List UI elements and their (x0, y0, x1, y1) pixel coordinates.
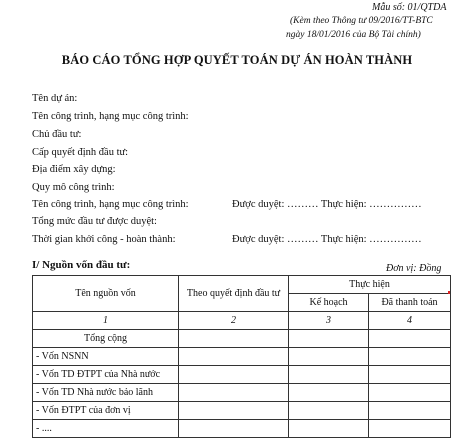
report-title: BÁO CÁO TỔNG HỢP QUYẾT TOÁN DỰ ÁN HOÀN THÀNH (61, 53, 413, 67)
field-decision-level: Cấp quyết định đầu tư: (32, 147, 129, 158)
investment-sources-table (32, 275, 451, 438)
approved-actual-line: Được duyệt: ……… Thực hiện: …………… (232, 199, 422, 210)
row-label: - Vốn ĐTPT của đơn vị (33, 402, 179, 420)
header-plan: Kế hoạch (289, 294, 369, 312)
header-actual: Thực hiện (289, 276, 451, 294)
table-row (33, 402, 451, 420)
field-scale: Quy mô công trình: (32, 182, 115, 193)
section-heading: I/ Nguồn vốn đầu tư: (32, 259, 131, 271)
header-decision: Theo quyết định đầu tư (179, 276, 289, 312)
approved-actual-line-2: Được duyệt: ……… Thực hiện: …………… (232, 234, 422, 245)
table-row (33, 330, 451, 348)
column-number: 2 (179, 312, 289, 330)
row-label: - Vốn NSNN (33, 348, 179, 366)
column-number: 4 (369, 312, 451, 330)
circular-date: ngày 18/01/2016 của Bộ Tài chính) (286, 30, 421, 40)
row-label: - .... (33, 420, 179, 438)
table-row (33, 420, 451, 438)
field-project-name: Tên dự án: (32, 93, 78, 104)
table-row (33, 366, 451, 384)
circular-reference: (Kèm theo Thông tư 09/2016/TT-BTC (290, 16, 433, 26)
form-number: Mẫu số: 01/QTDA (372, 2, 447, 13)
field-total-investment: Tổng mức đầu tư được duyệt: (32, 216, 157, 227)
row-label: - Vốn TD ĐTPT của Nhà nước (33, 366, 179, 384)
field-work-item-2: Tên công trình, hạng mục công trình: (32, 199, 189, 210)
field-location: Địa điểm xây dựng: (32, 164, 116, 175)
column-number-row (33, 312, 451, 330)
row-label: - Vốn TD Nhà nước bảo lãnh (33, 384, 179, 402)
table-row (33, 348, 451, 366)
column-number: 1 (33, 312, 179, 330)
table-header-row (33, 276, 451, 294)
table-row (33, 384, 451, 402)
row-label-total: Tổng cộng (33, 330, 179, 348)
field-work-item: Tên công trình, hạng mục công trình: (32, 111, 189, 122)
field-investor: Chủ đầu tư: (32, 129, 82, 140)
comment-marker (448, 291, 450, 294)
column-number: 3 (289, 312, 369, 330)
header-source: Tên nguồn vốn (33, 276, 179, 312)
unit-label: Đơn vị: Đồng (386, 263, 442, 274)
field-construction-period: Thời gian khởi công - hoàn thành: (32, 234, 176, 245)
header-paid: Đã thanh toán (369, 294, 451, 312)
